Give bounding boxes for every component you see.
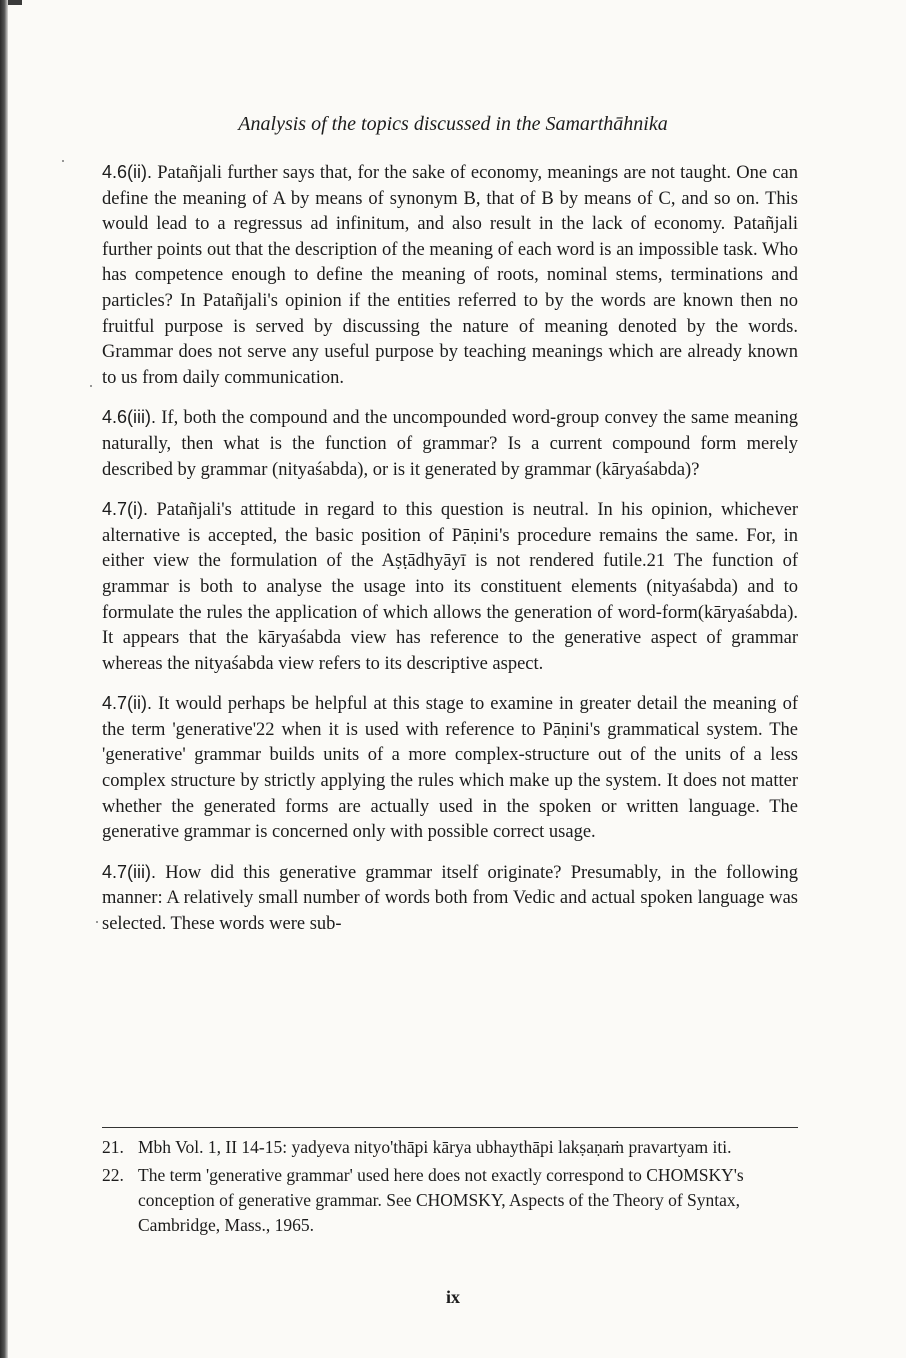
footnote — [102, 1163, 798, 1238]
paragraph-text: It would perhaps be helpful at this stage to examine in greater detail the meaning of the term 'generative'22 when it is used with reference to Pāṇini's grammatical system. The 'generative' grammar builds units of a more complex-structure out of the units of a less complex structure by strictly applying the rules which make up the system. It does not matter whether the generated forms are actually used in the spoken or written language. The generative grammar is concerned only with possible correct usage. — [102, 694, 799, 843]
paragraph-text: If, both the compound and the uncompounded word-group convey the same meaning naturally, then what is the function of grammar? Is a current compound form merely described by grammar (nityaśabda), or is it generated by grammar (kāryaśabda)? — [102, 408, 798, 480]
binding-edge — [0, 0, 8, 1358]
paragraph-number: 4.7(i). — [102, 499, 149, 520]
paragraph — [102, 691, 798, 846]
scan-speck — [62, 160, 64, 162]
paragraph-number: 4.7(ii). — [102, 693, 153, 714]
paragraph-text: Patañjali's attitude in regard to this question is neutral. In his opinion, whichever alternative is accepted, the basic position of Pāṇini's procedure remains the same. For, in either view the formulation of the Aṣṭādhyāyī is not rendered futile.21 The function of grammar is both to analyse the usage into its constituent elements (nityaśabda) and to formulate the rules the application of which allows the generation of word-form(kāryaśabda). It appears that the kāryaśabda view has reference to the generative aspect of grammar whereas the nityaśabda view refers to its descriptive aspect. — [102, 500, 798, 674]
main-text — [102, 160, 798, 938]
scan-speck — [90, 385, 92, 387]
paragraph — [102, 405, 798, 483]
scan-speck — [96, 921, 98, 923]
paragraph — [102, 497, 798, 677]
page-number: ix — [445, 1287, 460, 1307]
footnote-number: 21. — [102, 1137, 124, 1157]
footnote-text: The term 'generative grammar' used here does not exactly correspond to CHOMSKY's conception of generative grammar. See CHOMSKY, Aspects of the Theory of Syntax, Cambridge, Mass., 1965. — [138, 1165, 744, 1235]
binding-corner-mark — [8, 0, 22, 5]
paragraph-number: 4.6(ii). — [102, 162, 153, 182]
footnote — [102, 1135, 798, 1160]
footnote-rule — [102, 1127, 798, 1128]
paragraph-number: 4.7(iii). — [102, 861, 157, 882]
footnote-number: 22. — [102, 1165, 124, 1185]
footnotes — [102, 1135, 798, 1241]
paragraph-number: 4.6(iii). — [102, 407, 157, 428]
paragraph-text: Patañjali further says that, for the sake of economy, meanings are not taught. One can define the meaning of A by means of synonym B, that of B by means of C, and so on. This would lead to a regressus ad infinitum, and also result in the lack of economy. Patañjali further points out that the description of the meaning of each word is an impossible task. Who has competence enough to define the meaning of roots, nominal stems, terminations and particles? In Patañjali's opinion if the entities referred to by the words are known then no fruitful purpose is served by discussing the nature of meaning denoted by the words. Grammar does not serve any useful purpose by teaching meanings which are already known to us from daily communication. — [102, 163, 798, 388]
running-head: Analysis of the topics discussed in the Samarthāhnika — [238, 113, 668, 135]
paragraph — [102, 160, 798, 391]
paragraph-text: How did this generative grammar itself originate? Presumably, in the following manner: A relatively small number of words both from Vedic and actual spoken language was selected. These words were sub- — [102, 862, 799, 935]
footnote-text: Mbh Vol. 1, II 14-15: yadyeva nityo'thāpi kārya ubhaythāpi lakṣaṇaṁ pravartyam iti. — [138, 1137, 732, 1157]
paragraph — [102, 860, 798, 938]
